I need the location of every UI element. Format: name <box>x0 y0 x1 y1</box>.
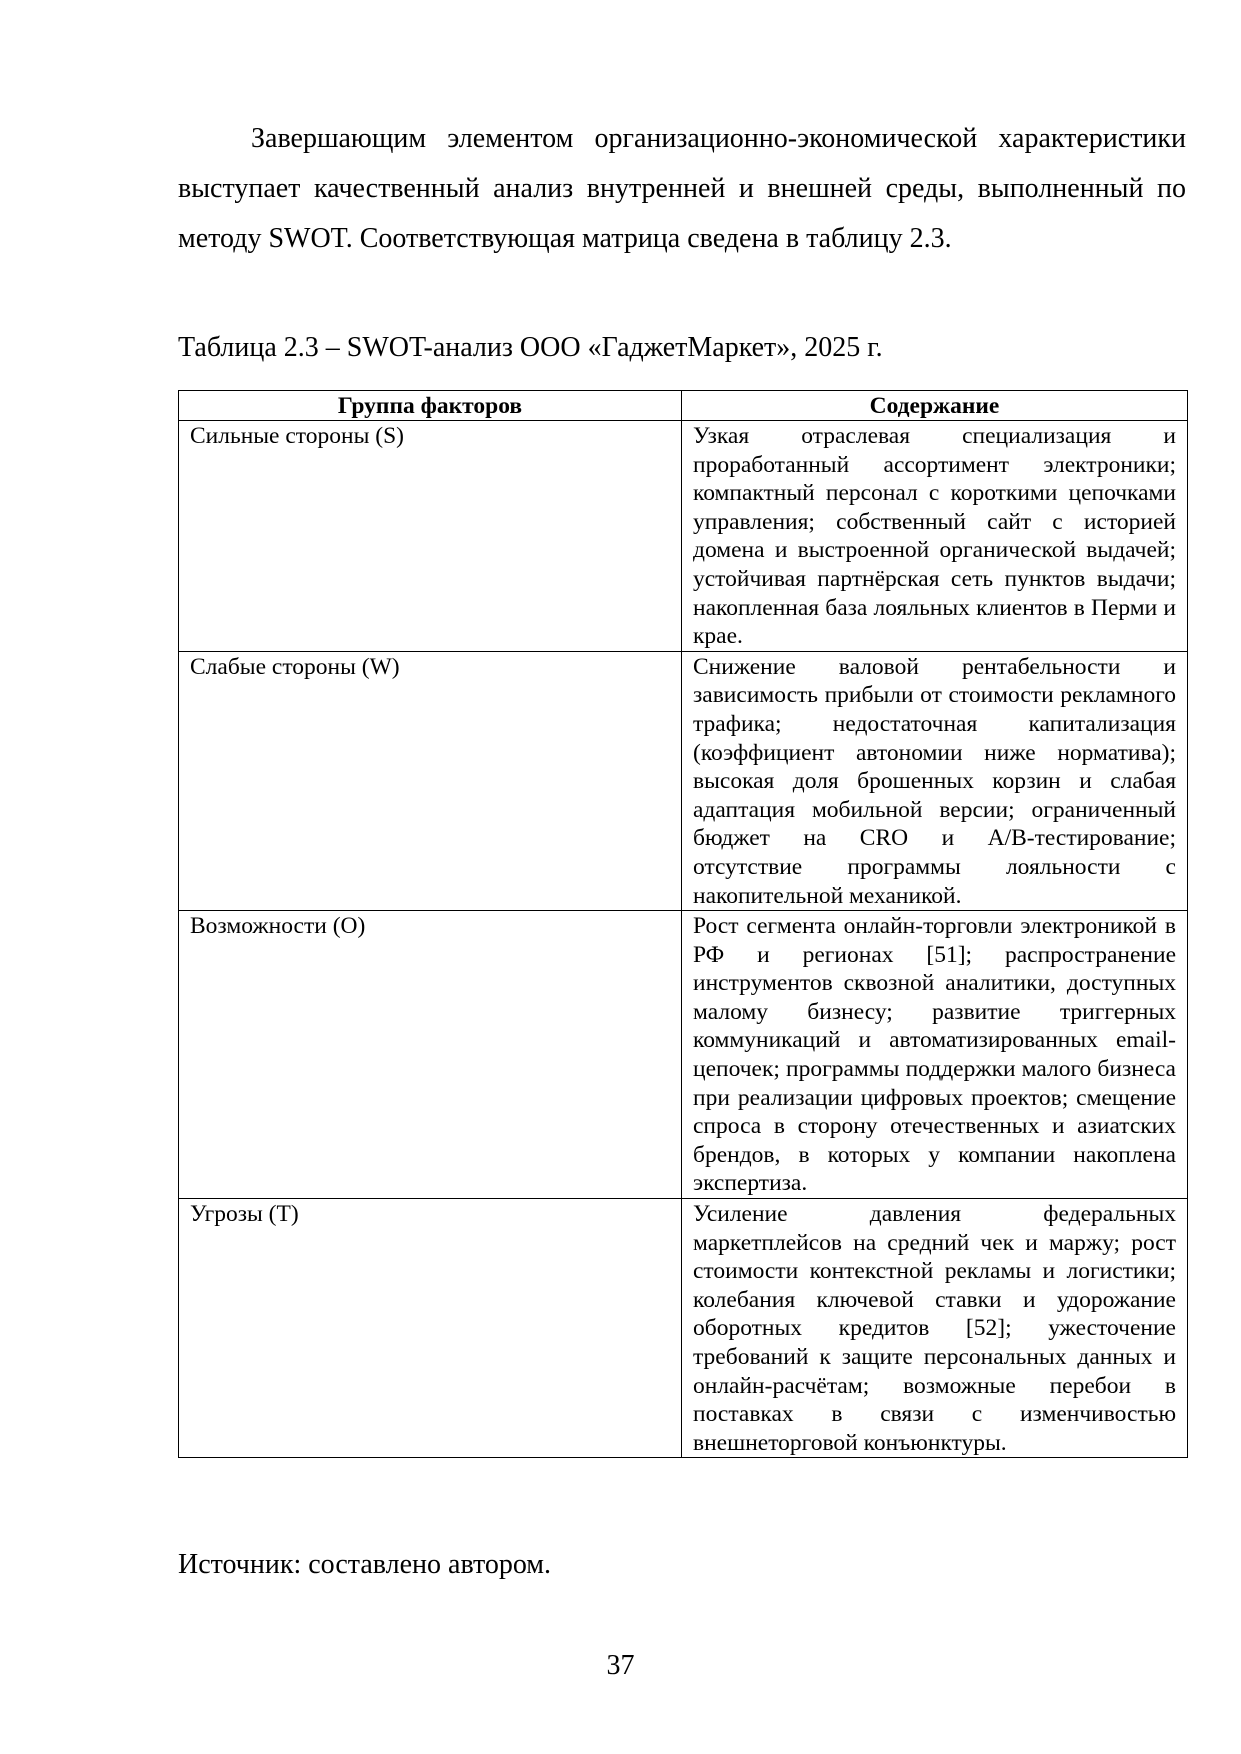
swot-table <box>178 390 1188 1458</box>
factor-content-cell: Рост сегмента онлайн-торговли электроникой в РФ и регионах [51]; распространение инструментов сквозной аналитики, доступных малому бизнесу; развитие триггерных коммуникаций и автоматизированных email-цепочек; программы поддержки малого бизнеса при реализации цифровых проектов; смещение спроса в сторону отечественных и азиатских брендов, в которых у компании накоплена экспертиза. <box>682 911 1188 1199</box>
column-header-group: Группа факторов <box>179 391 682 421</box>
factor-content-cell: Снижение валовой рентабельности и зависимость прибыли от стоимости рекламного трафика; недостаточная капитализация (коэффициент автономии ниже норматива); высокая доля брошенных корзин и слабая адаптация мобильной версии; ограниченный бюджет на CRO и A/B-тестирование; отсутствие программы лояльности с накопительной механикой. <box>682 651 1188 910</box>
factor-group-cell: Угрозы (T) <box>179 1199 682 1458</box>
intro-paragraph: Завершающим элементом организационно-экономической характеристики выступает качественный анализ внутренней и внешней среды, выполненный по методу SWOT. Соответствующая матрица сведена в таблицу 2.3. <box>178 123 1186 254</box>
table-header-row <box>179 391 1188 421</box>
table-row-weaknesses <box>179 651 1188 910</box>
table-row-opportunities <box>179 911 1188 1199</box>
source-note: Источник: составлено автором. <box>178 1549 552 1580</box>
column-header-content: Содержание <box>682 391 1188 421</box>
factor-group-cell: Сильные стороны (S) <box>179 421 682 652</box>
table-caption: Таблица 2.3 – SWOT-анализ ООО «ГаджетМаркет», 2025 г. <box>178 332 883 363</box>
factor-content-cell: Узкая отраслевая специализация и проработанный ассортимент электроники; компактный персонал с короткими цепочками управления; собственный сайт с историей домена и выстроенной органической выдачей; устойчивая партнёрская сеть пунктов выдачи; накопленная база лояльных клиентов в Перми и крае. <box>682 421 1188 652</box>
table-row-strengths <box>179 421 1188 652</box>
table-row-threats <box>179 1199 1188 1458</box>
factor-group-cell: Возможности (O) <box>179 911 682 1199</box>
factor-group-cell: Слабые стороны (W) <box>179 651 682 910</box>
factor-content-cell: Усиление давления федеральных маркетплейсов на средний чек и маржу; рост стоимости контекстной рекламы и логистики; колебания ключевой ставки и удорожание оборотных кредитов [52]; ужесточение требований к защите персональных данных и онлайн-расчётам; возможные перебои в поставках в связи с изменчивостью внешнеторговой конъюнктуры. <box>682 1199 1188 1458</box>
page-number: 37 <box>606 1650 635 1681</box>
